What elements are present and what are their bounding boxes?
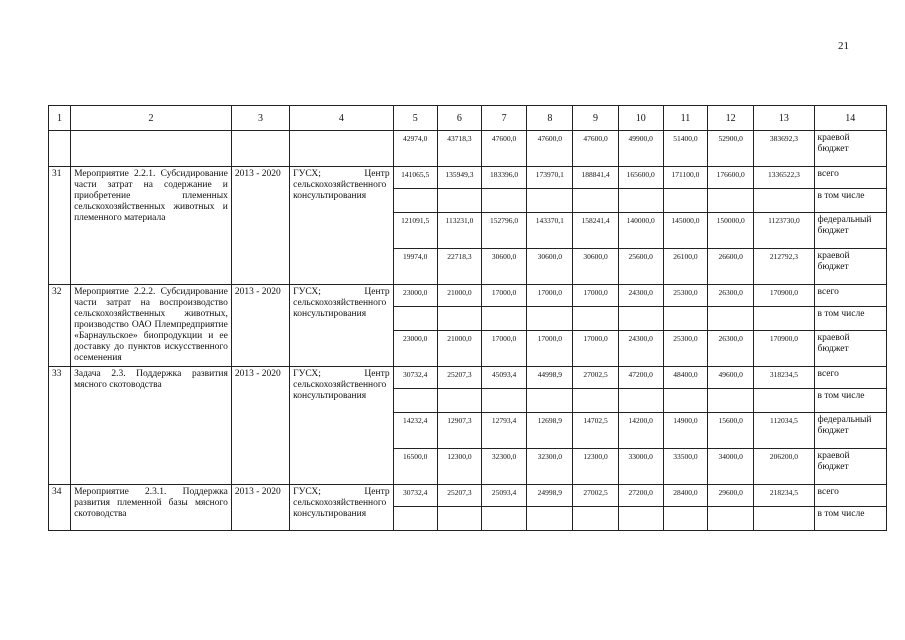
funding-source: федеральный бюджет bbox=[814, 213, 886, 249]
amount-cell: 15600,0 bbox=[708, 413, 754, 449]
amount-cell: 140000,0 bbox=[618, 213, 663, 249]
amount-cell bbox=[708, 507, 754, 531]
amount-cell: 121091,5 bbox=[393, 213, 437, 249]
amount-cell: 158241,4 bbox=[573, 213, 618, 249]
measure-name: Задача 2.3. Поддержка развития мясного скотоводства bbox=[71, 367, 232, 485]
amount-cell: 19974,0 bbox=[393, 249, 437, 285]
amount-cell bbox=[482, 507, 527, 531]
amount-cell: 188841,4 bbox=[573, 167, 618, 189]
measure-name: Мероприятие 2.2.1. Субсидирование части затрат на содержание и приобретение племенных сельскохозяйственных животных и племенного материала bbox=[71, 167, 232, 285]
amount-cell: 30732,4 bbox=[393, 367, 437, 389]
amount-cell bbox=[393, 507, 437, 531]
amount-cell: 17000,0 bbox=[482, 285, 527, 307]
amount-cell: 30600,0 bbox=[573, 249, 618, 285]
amount-cell: 25093,4 bbox=[482, 485, 527, 507]
amount-cell bbox=[527, 389, 573, 413]
amount-cell: 17000,0 bbox=[527, 285, 573, 307]
funding-source: краевой бюджет bbox=[814, 331, 886, 367]
amount-cell: 176600,0 bbox=[708, 167, 754, 189]
column-number: 7 bbox=[482, 106, 527, 131]
amount-cell: 183396,0 bbox=[482, 167, 527, 189]
column-number: 11 bbox=[663, 106, 707, 131]
table-row bbox=[49, 285, 887, 307]
amount-cell: 14200,0 bbox=[618, 413, 663, 449]
period: 2013 - 2020 bbox=[231, 167, 289, 285]
column-number: 13 bbox=[754, 106, 814, 131]
amount-cell bbox=[437, 189, 481, 213]
amount-cell: 34000,0 bbox=[708, 449, 754, 485]
amount-cell: 25600,0 bbox=[618, 249, 663, 285]
funding-source: краевой бюджет bbox=[814, 131, 886, 167]
amount-cell: 16500,0 bbox=[393, 449, 437, 485]
amount-cell: 27200,0 bbox=[618, 485, 663, 507]
column-number-row bbox=[49, 106, 887, 131]
empty-cell bbox=[231, 131, 289, 167]
amount-cell: 1336522,3 bbox=[754, 167, 814, 189]
funding-source: краевой бюджет bbox=[814, 449, 886, 485]
column-number: 3 bbox=[231, 106, 289, 131]
amount-cell: 14900,0 bbox=[663, 413, 707, 449]
measure-name: Мероприятие 2.3.1. Поддержка развития племенной базы мясного скотоводства bbox=[71, 485, 232, 531]
amount-cell: 27002,5 bbox=[573, 367, 618, 389]
amount-cell: 32300,0 bbox=[482, 449, 527, 485]
table-row bbox=[49, 167, 887, 189]
amount-cell: 29600,0 bbox=[708, 485, 754, 507]
amount-cell: 112034,5 bbox=[754, 413, 814, 449]
period: 2013 - 2020 bbox=[231, 285, 289, 367]
amount-cell bbox=[573, 307, 618, 331]
amount-cell: 52900,0 bbox=[708, 131, 754, 167]
funding-source: краевой бюджет bbox=[814, 249, 886, 285]
column-number: 1 bbox=[49, 106, 71, 131]
amount-cell: 43718,3 bbox=[437, 131, 481, 167]
amount-cell: 23000,0 bbox=[393, 331, 437, 367]
amount-cell: 113231,0 bbox=[437, 213, 481, 249]
amount-cell: 47600,0 bbox=[527, 131, 573, 167]
amount-cell: 145000,0 bbox=[663, 213, 707, 249]
amount-cell bbox=[482, 307, 527, 331]
amount-cell bbox=[618, 389, 663, 413]
row-number: 33 bbox=[49, 367, 71, 485]
amount-cell: 141065,5 bbox=[393, 167, 437, 189]
amount-cell: 47600,0 bbox=[482, 131, 527, 167]
column-number: 2 bbox=[71, 106, 232, 131]
amount-cell: 14232,4 bbox=[393, 413, 437, 449]
amount-cell: 26100,0 bbox=[663, 249, 707, 285]
amount-cell: 42974,0 bbox=[393, 131, 437, 167]
amount-cell: 383692,3 bbox=[754, 131, 814, 167]
amount-cell bbox=[754, 507, 814, 531]
amount-cell: 14702,5 bbox=[573, 413, 618, 449]
amount-cell: 206200,0 bbox=[754, 449, 814, 485]
amount-cell: 47200,0 bbox=[618, 367, 663, 389]
amount-cell bbox=[754, 189, 814, 213]
amount-cell bbox=[663, 507, 707, 531]
row-number: 34 bbox=[49, 485, 71, 531]
amount-cell: 170900,0 bbox=[754, 285, 814, 307]
amount-cell: 12907,3 bbox=[437, 413, 481, 449]
amount-cell bbox=[754, 307, 814, 331]
column-number: 12 bbox=[708, 106, 754, 131]
empty-cell bbox=[49, 131, 71, 167]
amount-cell bbox=[393, 189, 437, 213]
funding-source: всего bbox=[814, 285, 886, 307]
funding-source: всего bbox=[814, 367, 886, 389]
column-number: 9 bbox=[573, 106, 618, 131]
amount-cell bbox=[573, 389, 618, 413]
column-number: 14 bbox=[814, 106, 886, 131]
amount-cell: 143370,1 bbox=[527, 213, 573, 249]
amount-cell: 47600,0 bbox=[573, 131, 618, 167]
amount-cell bbox=[482, 389, 527, 413]
period: 2013 - 2020 bbox=[231, 367, 289, 485]
amount-cell: 17000,0 bbox=[573, 285, 618, 307]
funding-source: в том числе bbox=[814, 389, 886, 413]
funding-source: в том числе bbox=[814, 189, 886, 213]
amount-cell: 218234,5 bbox=[754, 485, 814, 507]
column-number: 10 bbox=[618, 106, 663, 131]
amount-cell: 26300,0 bbox=[708, 285, 754, 307]
amount-cell: 49600,0 bbox=[708, 367, 754, 389]
amount-cell bbox=[663, 389, 707, 413]
amount-cell: 21000,0 bbox=[437, 285, 481, 307]
amount-cell: 25300,0 bbox=[663, 331, 707, 367]
row-number: 32 bbox=[49, 285, 71, 367]
amount-cell: 25300,0 bbox=[663, 285, 707, 307]
amount-cell bbox=[573, 189, 618, 213]
funding-source: всего bbox=[814, 167, 886, 189]
amount-cell: 49900,0 bbox=[618, 131, 663, 167]
amount-cell bbox=[482, 189, 527, 213]
table-row bbox=[49, 485, 887, 507]
amount-cell: 165600,0 bbox=[618, 167, 663, 189]
amount-cell bbox=[618, 507, 663, 531]
table-row bbox=[49, 131, 887, 167]
empty-cell bbox=[71, 131, 232, 167]
amount-cell bbox=[437, 389, 481, 413]
amount-cell: 12300,0 bbox=[573, 449, 618, 485]
amount-cell: 44998,9 bbox=[527, 367, 573, 389]
measure-name: Мероприятие 2.2.2. Субсидирование части затрат на воспроизводство сельскохозяйственных животных, производство ОАО Племпредприятие «Барнаульское» биопродукции и ее доставку до пунктов искусственного осеменения bbox=[71, 285, 232, 367]
amount-cell bbox=[573, 507, 618, 531]
amount-cell bbox=[437, 507, 481, 531]
amount-cell: 27002,5 bbox=[573, 485, 618, 507]
amount-cell bbox=[754, 389, 814, 413]
amount-cell: 28400,0 bbox=[663, 485, 707, 507]
amount-cell bbox=[618, 307, 663, 331]
amount-cell bbox=[663, 189, 707, 213]
amount-cell: 212792,3 bbox=[754, 249, 814, 285]
amount-cell: 26600,0 bbox=[708, 249, 754, 285]
column-number: 8 bbox=[527, 106, 573, 131]
amount-cell: 45093,4 bbox=[482, 367, 527, 389]
column-number: 4 bbox=[290, 106, 393, 131]
amount-cell: 30600,0 bbox=[527, 249, 573, 285]
empty-cell bbox=[290, 131, 393, 167]
funding-source: в том числе bbox=[814, 307, 886, 331]
executor: ГУСХ; Центр сельскохозяйственного консультирования bbox=[290, 485, 393, 531]
amount-cell: 25207,3 bbox=[437, 367, 481, 389]
amount-cell: 51400,0 bbox=[663, 131, 707, 167]
amount-cell: 17000,0 bbox=[527, 331, 573, 367]
executor: ГУСХ; Центр сельскохозяйственного консультирования bbox=[290, 367, 393, 485]
amount-cell bbox=[527, 307, 573, 331]
amount-cell bbox=[663, 307, 707, 331]
amount-cell: 30732,4 bbox=[393, 485, 437, 507]
amount-cell bbox=[437, 307, 481, 331]
funding-source: в том числе bbox=[814, 507, 886, 531]
amount-cell bbox=[708, 307, 754, 331]
amount-cell: 170900,0 bbox=[754, 331, 814, 367]
amount-cell: 171100,0 bbox=[663, 167, 707, 189]
amount-cell: 12300,0 bbox=[437, 449, 481, 485]
amount-cell: 25207,3 bbox=[437, 485, 481, 507]
amount-cell: 150000,0 bbox=[708, 213, 754, 249]
page-number: 21 bbox=[838, 40, 849, 52]
amount-cell: 33500,0 bbox=[663, 449, 707, 485]
amount-cell: 12698,9 bbox=[527, 413, 573, 449]
amount-cell bbox=[393, 307, 437, 331]
amount-cell: 318234,5 bbox=[754, 367, 814, 389]
amount-cell: 1123730,0 bbox=[754, 213, 814, 249]
amount-cell bbox=[618, 189, 663, 213]
amount-cell: 30600,0 bbox=[482, 249, 527, 285]
amount-cell: 23000,0 bbox=[393, 285, 437, 307]
amount-cell: 26300,0 bbox=[708, 331, 754, 367]
amount-cell bbox=[708, 189, 754, 213]
budget-table bbox=[48, 105, 887, 531]
row-number: 31 bbox=[49, 167, 71, 285]
amount-cell bbox=[393, 389, 437, 413]
amount-cell: 135949,3 bbox=[437, 167, 481, 189]
amount-cell: 24300,0 bbox=[618, 331, 663, 367]
table-row bbox=[49, 367, 887, 389]
executor: ГУСХ; Центр сельскохозяйственного консультирования bbox=[290, 285, 393, 367]
amount-cell: 22718,3 bbox=[437, 249, 481, 285]
amount-cell bbox=[527, 189, 573, 213]
amount-cell bbox=[708, 389, 754, 413]
amount-cell: 32300,0 bbox=[527, 449, 573, 485]
amount-cell: 152796,0 bbox=[482, 213, 527, 249]
amount-cell: 24998,9 bbox=[527, 485, 573, 507]
amount-cell: 33000,0 bbox=[618, 449, 663, 485]
column-number: 6 bbox=[437, 106, 481, 131]
amount-cell: 21000,0 bbox=[437, 331, 481, 367]
amount-cell: 48400,0 bbox=[663, 367, 707, 389]
amount-cell: 12793,4 bbox=[482, 413, 527, 449]
amount-cell bbox=[527, 507, 573, 531]
funding-source: всего bbox=[814, 485, 886, 507]
amount-cell: 17000,0 bbox=[482, 331, 527, 367]
period: 2013 - 2020 bbox=[231, 485, 289, 531]
column-number: 5 bbox=[393, 106, 437, 131]
executor: ГУСХ; Центр сельскохозяйственного консультирования bbox=[290, 167, 393, 285]
amount-cell: 173970,1 bbox=[527, 167, 573, 189]
amount-cell: 24300,0 bbox=[618, 285, 663, 307]
funding-source: федеральный бюджет bbox=[814, 413, 886, 449]
amount-cell: 17000,0 bbox=[573, 331, 618, 367]
